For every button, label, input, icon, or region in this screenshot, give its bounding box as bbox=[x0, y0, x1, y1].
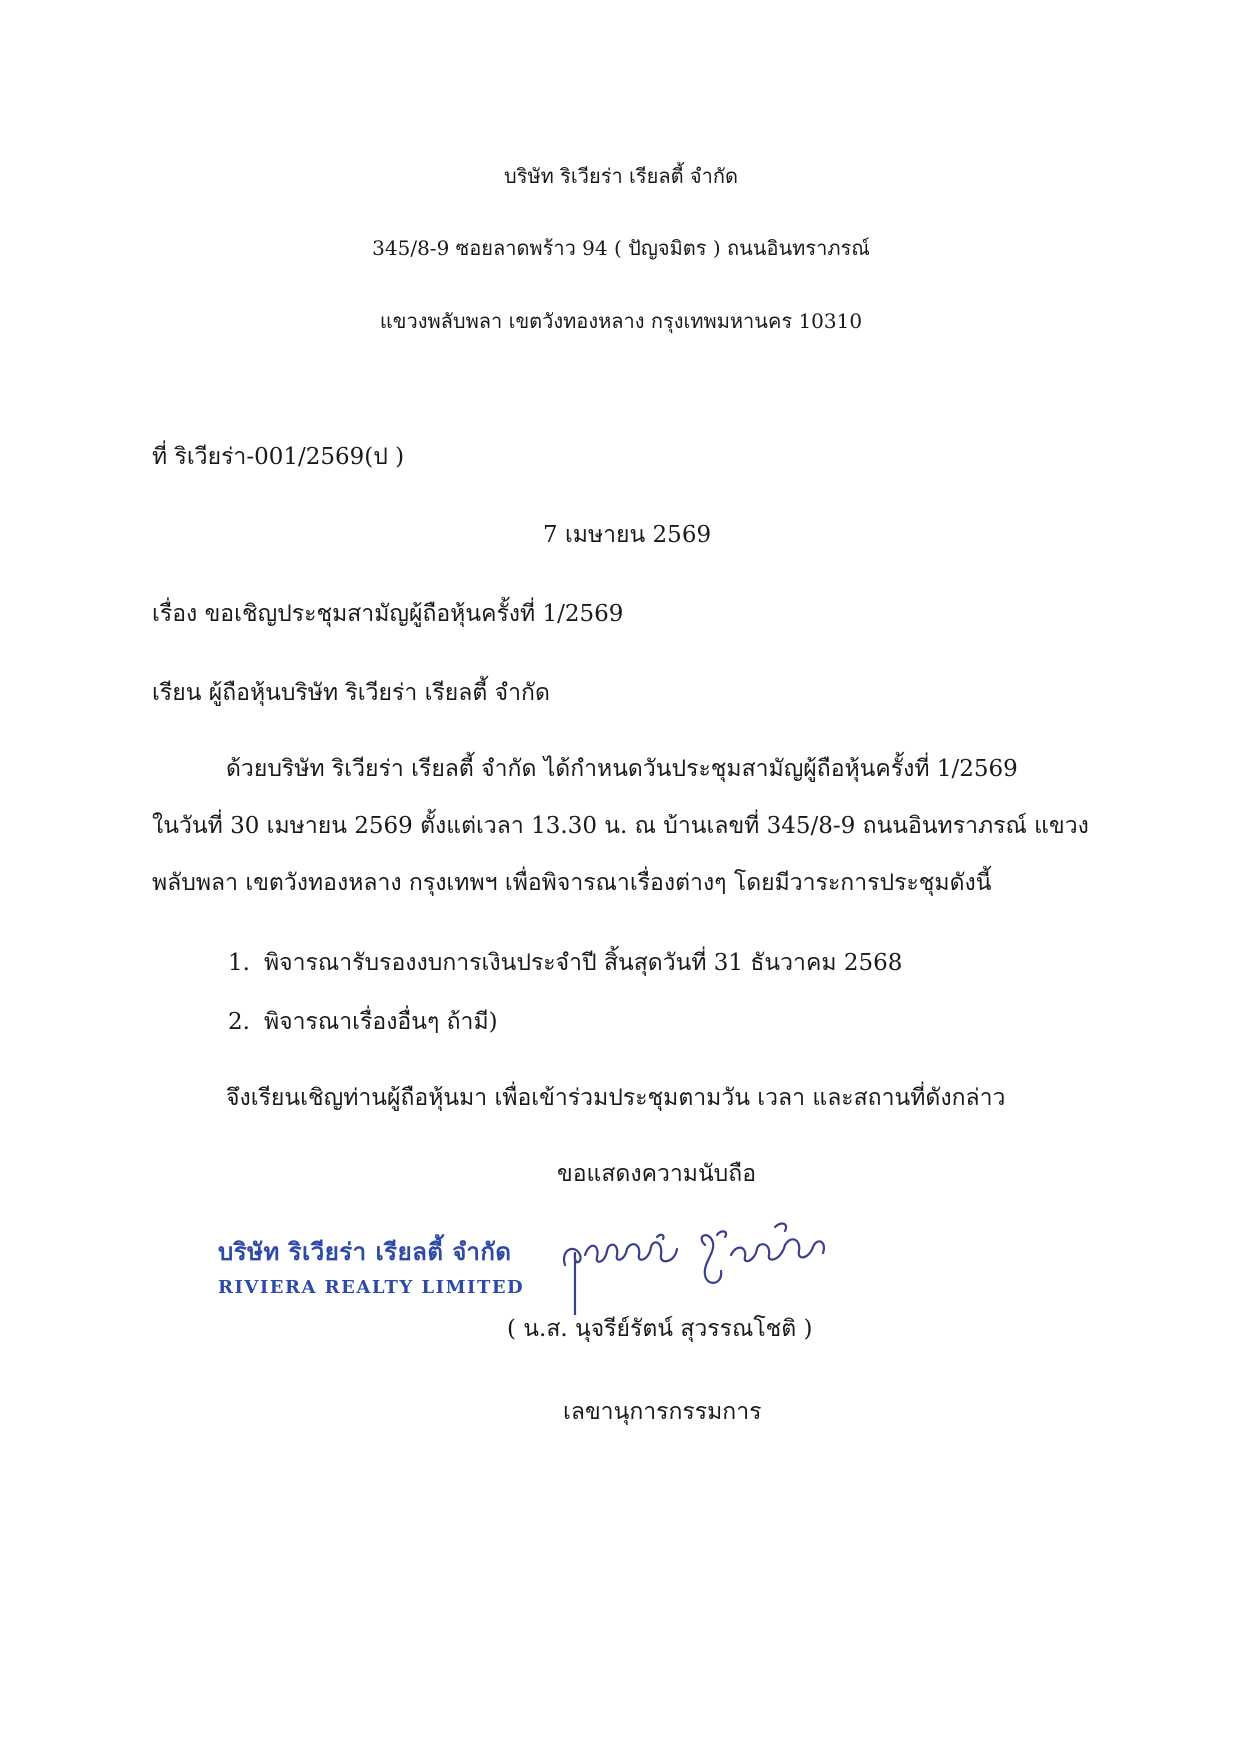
agenda-text: พิจารณาเรื่องอื่นๆ ถ้ามี) bbox=[264, 1009, 498, 1035]
subject-line: เรื่อง ขอเชิญประชุมสามัญผู้ถือหุ้นครั้งที่ 1/2569 bbox=[152, 601, 624, 627]
agenda-item bbox=[228, 952, 902, 975]
signer-name: ( น.ส. นุจรีย์รัตน์ สุวรรณโชติ ) bbox=[507, 1316, 813, 1342]
letter-date: 7 เมษายน 2569 bbox=[543, 522, 712, 548]
body-line-2: ในวันที่ 30 เมษายน 2569 ตั้งแต่เวลา 13.30 น. ณ บ้านเลขที่ 345/8-9 ถนนอินทราภรณ์ แขวง bbox=[152, 813, 1089, 839]
company-name: บริษัท ริเวียร่า เรียลตี้ จำกัด bbox=[504, 164, 738, 188]
closing-invitation: จึงเรียนเชิญท่านผู้ถือหุ้นมา เพื่อเข้าร่วมประชุมตามวัน เวลา และสถานที่ดังกล่าว bbox=[226, 1085, 1006, 1111]
agenda-number: 1. bbox=[228, 950, 250, 976]
company-stamp bbox=[218, 1232, 538, 1298]
regards-line: ขอแสดงความนับถือ bbox=[557, 1161, 757, 1187]
address-line-2: แขวงพลับพลา เขตวังทองหลาง กรุงเทพมหานคร 10310 bbox=[379, 309, 863, 333]
agenda-item bbox=[228, 1011, 498, 1034]
recipient-line: เรียน ผู้ถือหุ้นบริษัท ริเวียร่า เรียลตี้ จำกัด bbox=[152, 680, 550, 706]
stamp-thai-name: บริษัท ริเวียร่า เรียลตี้ จำกัด bbox=[218, 1237, 512, 1266]
agenda-text: พิจารณารับรองงบการเงินประจำปี สิ้นสุดวันที่ 31 ธันวาคม 2568 bbox=[264, 950, 903, 976]
body-line-1: ด้วยบริษัท ริเวียร่า เรียลตี้ จำกัด ได้กำหนดวันประชุมสามัญผู้ถือหุ้นครั้งที่ 1/2569 bbox=[226, 756, 1018, 782]
signer-title: เลขานุการกรรมการ bbox=[563, 1399, 762, 1425]
reference-number: ที่ ริเวียร่า-001/2569(ป ) bbox=[152, 444, 405, 470]
stamp-english-name: RIVIERA REALTY LIMITED bbox=[218, 1277, 525, 1298]
body-line-3: พลับพลา เขตวังทองหลาง กรุงเทพฯ เพื่อพิจารณาเรื่องต่างๆ โดยมีวาระการประชุมดังนี้ bbox=[152, 870, 992, 896]
address-line-1: 345/8-9 ซอยลาดพร้าว 94 ( ปัญจมิตร ) ถนนอินทราภรณ์ bbox=[372, 236, 870, 260]
handwritten-signature bbox=[545, 1205, 845, 1315]
agenda-number: 2. bbox=[228, 1009, 250, 1035]
